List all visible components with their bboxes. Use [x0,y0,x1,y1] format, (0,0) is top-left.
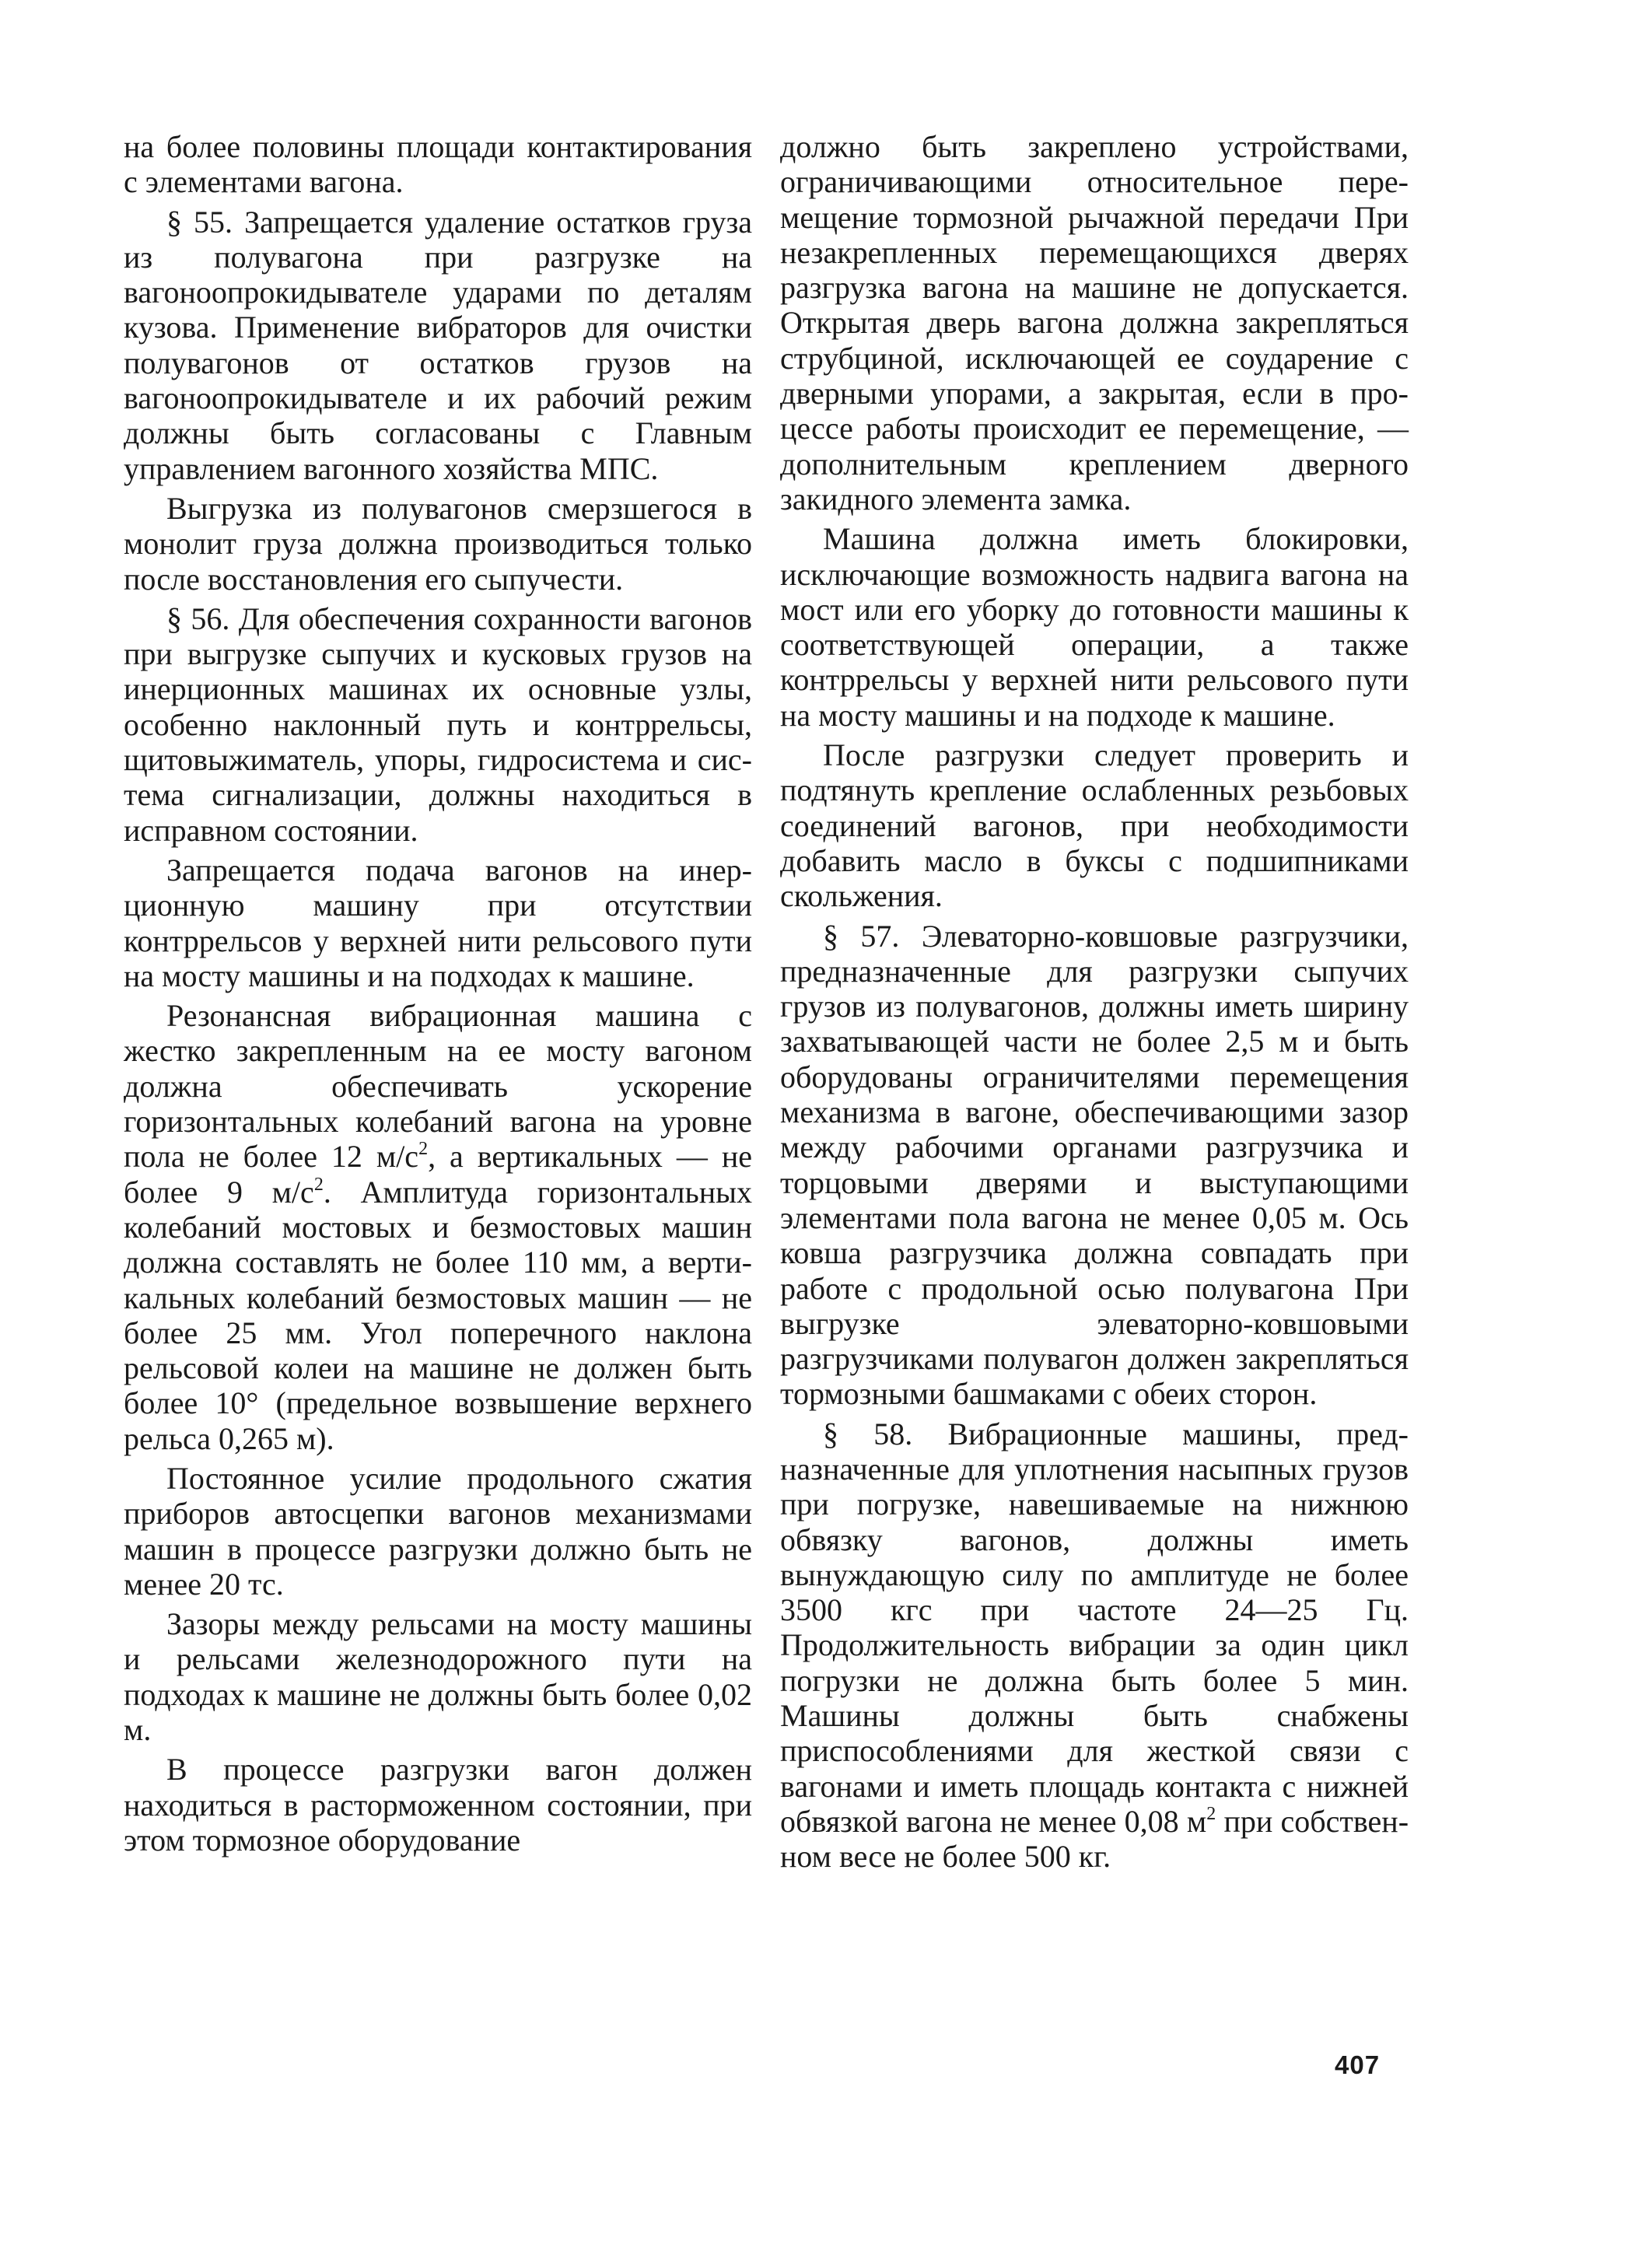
right-column [780,129,1409,1879]
paragraph-rail-gaps: Зазоры между рельсами на мосту машины и рельсами железнодорожного пути на подходах к машине не должны быть более 0,02 м. [124,1606,752,1748]
text-fragment: , а вертикальных — не более 9 м/с [124,1139,752,1210]
page-number: 407 [1335,2050,1381,2079]
text-fragment: при собственном весе не более 500 кг. [780,1803,1409,1875]
paragraph-counter-rails: Запрещается подача вагонов на инерционную машину при отсутствии контррельсов у верхней нити рельсового пути на мосту машины и на подходах к машине. [124,852,752,993]
paragraph-unbraked-wagon: В процессе разгрузки вагон должен находиться в расторможенном состоянии, при этом тормозное оборудование [124,1752,752,1858]
paragraph-frozen-cargo: Выгрузка из полувагонов смерзшегося в монолит груза должна производиться только после восстановления его сыпучести. [124,490,752,597]
paragraph-section-56: § 56. Для обеспечения сохранности вагонов при выгрузке сыпучих и кусковых грузов на инерционных машинах их основные узлы, особенно наклонный путь и контррельсы, щитовыжиматель, упоры, гидросистема и система сигнализации, должны находиться в исправном состоянии. [124,601,752,848]
paragraph-section-55: § 55. Запрещается удаление остатков груза из полувагона при разгрузке на вагоноопрокидывателе ударами по деталям кузова. Применение вибраторов для очистки полувагонов от остатков грузов на вагоноопрокидывателе и их рабочий режим должны быть согласованы с Главным управлением вагонного хозяйства МПС. [124,204,752,486]
left-column [124,129,752,1862]
paragraph-continuation: на более половины площади контактирования с элементами вагона. [124,129,752,200]
paragraph-resonance-machine [124,998,752,1456]
paragraph-interlocks: Машина должна иметь блокировки, исключающие возможность надвига вагона на мост или его уборку до готовности машины к соответствующей операции, а также контррельсы у верхней нити рельсового пути на мосту машины и на подходе к машине. [780,521,1409,733]
superscript: 2 [418,1139,429,1160]
superscript: 2 [1206,1803,1216,1824]
superscript: 2 [313,1174,324,1195]
text-fragment: § 58. Вибрационные машины, предназначенные для уплотнения насыпных грузов при погрузке, навешиваемые на нижнюю обвязку вагонов, должны иметь вынуждающую силу по амплитуде не более 3500 кгс при частоте 24—25 Гц. Продолжительность вибрации за один цикл погрузки не должна быть более 5 мин. Машины должны быть снабжены приспособлениями для жесткой связи с вагонами и иметь площадь контакта с нижней обвязкой вагона не менее 0,08 м [780,1416,1409,1839]
paragraph-section-58 [780,1416,1409,1875]
text-fragment: . Амплитуда горизонтальных колебаний мостовых и безмостовых машин должна составлять не более 110 мм, а вертикальных колебаний безмостовых машин — не более 25 мм. Угол поперечного наклона рельсовой колеи на машине не должен быть более 10° (предельное возвышение верхнего рельса 0,265 м). [124,1174,752,1456]
paragraph-section-57: § 57. Элеваторно-ковшовые разгрузчики, предназначенные для разгрузки сыпучих грузов из полувагонов, должны иметь ширину захватывающей части не более 2,5 м и быть оборудованы ограничителями перемещения механизма в вагоне, обеспечивающими зазор между рабочими органами разгрузчика и торцовыми дверями и выступающими элементами пола вагона не менее 0,05 м. Ось ковша разгрузчика должна совпадать при работе с продольной осью полувагона При выгрузке элеваторно-ковшовыми разгрузчиками полувагон должен закрепляться тормозными башмаками с обеих сторон. [780,918,1409,1412]
paragraph-compression-force: Постоянное усилие продольного сжатия приборов автосцепки вагонов механизмами машин в процессе разгрузки должно быть не менее 20 тс. [124,1460,752,1602]
text-fragment: Резонансная вибрационная машина с жестко закрепленным на ее мосту вагоном должна обеспечивать ускорение горизонтальных колебаний вагона на уровне пола не более 12 м/с [124,998,752,1175]
paragraph-continuation: должно быть закреплено устройствами, ограничивающими относительное перемещение тормозной рычажной передачи При незакрепленных перемещающихся дверях разгрузка вагона на машине не допускается. Открытая дверь вагона должна закрепляться струбциной, исключающей ее соударение с дверными упорами, а закрытая, если в процессе работы происходит ее перемещение, — дополнительным креплением дверного закидного элемента замка. [780,129,1409,516]
paragraph-after-unloading: После разгрузки следует проверить и подтянуть крепление ослабленных резьбовых соединений вагонов, при необходимости добавить масло в буксы с подшипниками скольжения. [780,737,1409,914]
